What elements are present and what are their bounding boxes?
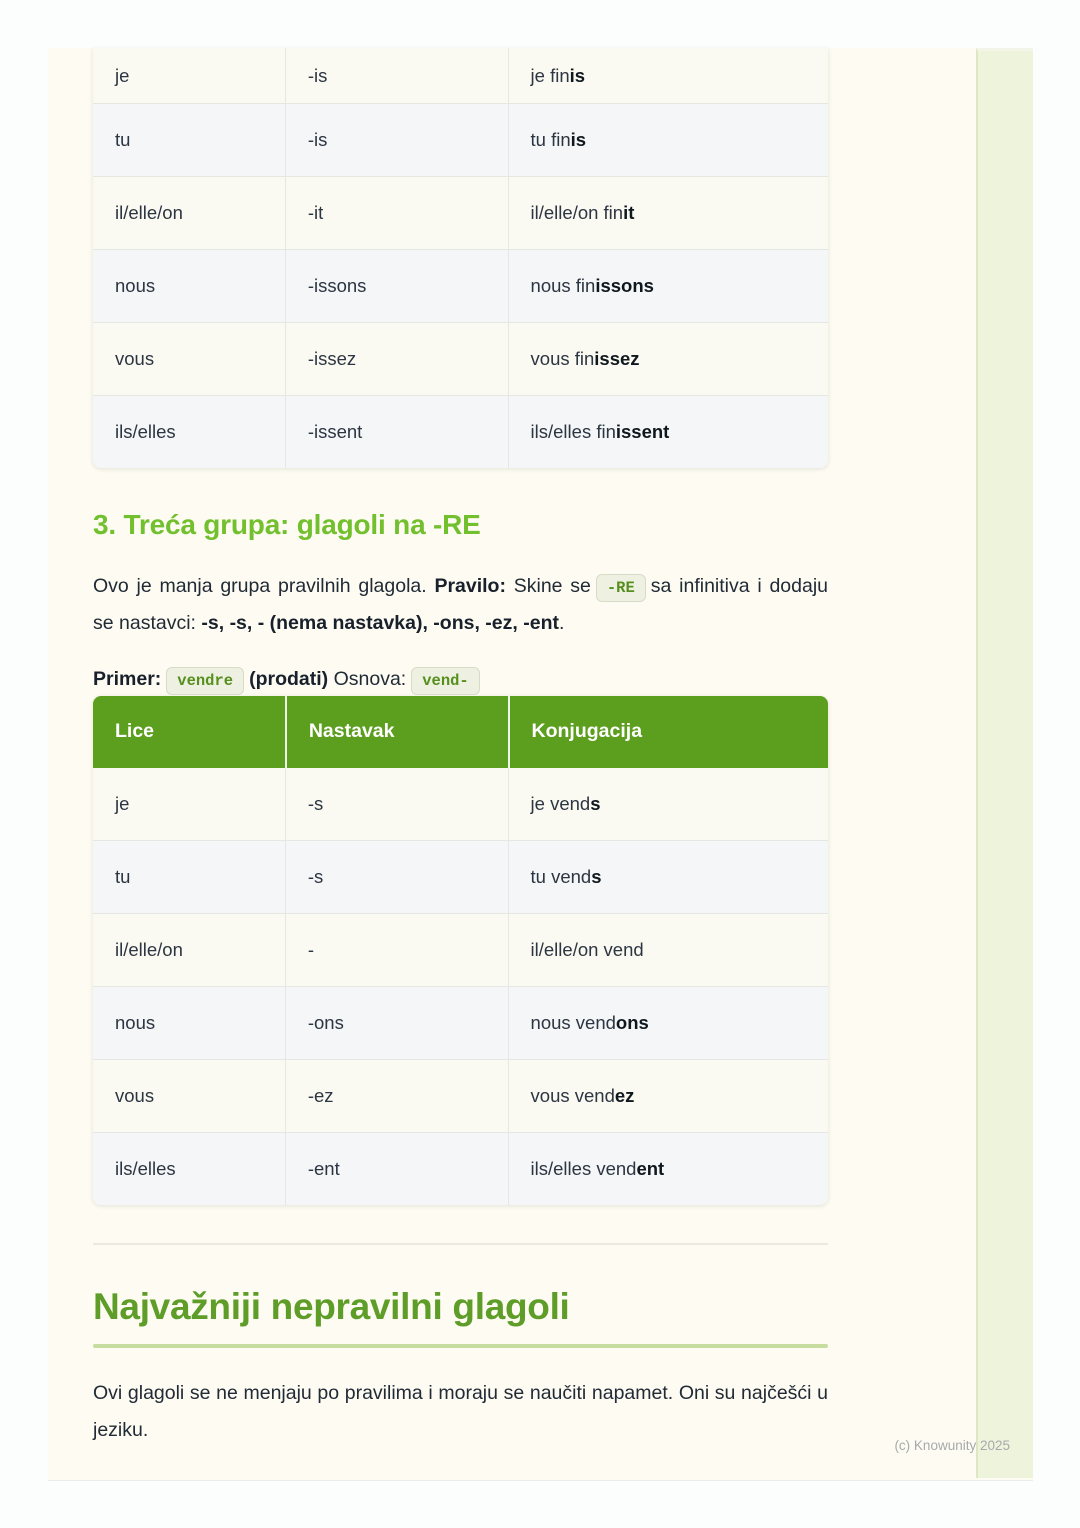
konjugacija-ending: issez [594, 348, 640, 369]
konjugacija-stem: je vend [530, 792, 591, 814]
heading-underline-rule [93, 1344, 828, 1348]
konjugacija-stem: vous vend [530, 1084, 615, 1106]
page-content [93, 48, 828, 1449]
table-row [93, 1060, 828, 1133]
konjugacija-stem: vous fin [530, 348, 595, 369]
code-chip: vend- [411, 667, 480, 695]
cell-konjugacija [508, 104, 828, 176]
cell-nastavak: -s [285, 768, 508, 840]
table-row [93, 177, 828, 250]
bold-text: (prodati) [249, 667, 329, 690]
konjugacija-ending: issent [615, 421, 670, 442]
table-row [93, 768, 828, 841]
section-heading-re-group: 3. Treća grupa: glagoli na -RE [93, 509, 481, 540]
cell-konjugacija [508, 987, 828, 1059]
table-row [93, 1133, 828, 1205]
table-row [93, 323, 828, 396]
cell-nastavak: -ez [285, 1060, 508, 1132]
re-group-example-line [93, 662, 828, 696]
cell-lice: ils/elles [115, 421, 176, 442]
bold-text: Pravilo: [434, 574, 506, 597]
table-row [93, 987, 828, 1060]
konjugacija-ending: ez [614, 1084, 635, 1106]
konjugacija-stem: il/elle/on fin [530, 202, 624, 223]
text-segment: sa infinitiva i dodaju se nastavci: [93, 574, 829, 634]
table-header-lice: Lice [115, 720, 155, 743]
text-segment: Skine se [505, 574, 591, 597]
text-segment: Osnova: [328, 667, 407, 690]
copyright-watermark: (c) Knowunity 2025 [894, 1438, 1010, 1453]
table-row [93, 104, 828, 177]
cell-nastavak: - [285, 914, 508, 986]
konjugacija-stem: je fin [530, 64, 570, 86]
konjugacija-stem: nous vend [530, 1011, 616, 1033]
table-row [93, 48, 828, 104]
cell-nastavak: -issez [285, 323, 508, 395]
cell-lice: nous [115, 1011, 156, 1033]
vendre-conjugation-table [93, 696, 828, 1205]
konjugacija-ending: s [590, 792, 601, 814]
cell-nastavak: -it [285, 177, 508, 249]
konjugacija-ending: ons [615, 1011, 649, 1033]
konjugacija-ending: it [623, 202, 635, 223]
cell-konjugacija [508, 250, 828, 322]
cell-nastavak: -issent [285, 396, 508, 468]
konjugacija-ending: ent [636, 1157, 665, 1179]
cell-nastavak: -is [285, 104, 508, 176]
cell-lice: tu [115, 129, 131, 150]
cell-konjugacija [508, 177, 828, 249]
cell-lice: ils/elles [115, 1157, 176, 1179]
cell-lice: je [115, 792, 130, 814]
table-header-row [93, 696, 828, 768]
cell-nastavak: -ent [285, 1133, 508, 1205]
cell-nastavak: -is [285, 48, 508, 103]
konjugacija-stem: ils/elles fin [530, 421, 616, 442]
page-edge-accent-bar [976, 48, 1033, 1478]
table-row [93, 914, 828, 987]
cell-lice: il/elle/on [115, 202, 183, 223]
code-chip: vendre [166, 667, 244, 695]
konjugacija-stem: il/elle/on vend [530, 938, 644, 960]
cell-lice: tu [115, 865, 131, 887]
bold-text: Primer: [93, 667, 162, 690]
cell-konjugacija [508, 48, 828, 103]
konjugacija-ending: is [569, 64, 586, 86]
table-header-nastavak: Nastavak [285, 696, 508, 768]
cell-konjugacija [508, 1060, 828, 1132]
re-group-intro-paragraph [93, 568, 828, 642]
bold-text: -s, -s, - (nema nastavka), -ons, -ez, -ent [201, 611, 559, 634]
konjugacija-stem: tu vend [530, 865, 592, 887]
cell-konjugacija [508, 841, 828, 913]
code-chip: -RE [596, 574, 646, 602]
konjugacija-stem: tu fin [530, 129, 571, 150]
cell-lice: je [115, 64, 130, 86]
cell-lice: vous [115, 348, 155, 369]
cell-nastavak: -ons [285, 987, 508, 1059]
cell-nastavak: -s [285, 841, 508, 913]
table-row [93, 250, 828, 323]
konjugacija-ending: issons [595, 275, 654, 296]
cell-nastavak: -issons [285, 250, 508, 322]
cell-konjugacija [508, 914, 828, 986]
text-segment: Ovo je manja grupa pravilnih glagola. [93, 574, 435, 597]
cell-lice: vous [115, 1084, 155, 1106]
cell-konjugacija [508, 1133, 828, 1205]
section-divider [93, 1243, 828, 1245]
konjugacija-ending: is [570, 129, 587, 150]
text-segment: . [558, 611, 565, 634]
document-sheet [48, 48, 1033, 1480]
table-row [93, 841, 828, 914]
konjugacija-ending: s [591, 865, 602, 887]
table-row [93, 396, 828, 468]
konjugacija-stem: nous fin [530, 275, 596, 296]
cell-lice: il/elle/on [115, 938, 183, 960]
cell-konjugacija [508, 396, 828, 468]
cell-konjugacija [508, 768, 828, 840]
section-heading-irregular-verbs: Najvažniji nepravilni glagoli [93, 1285, 570, 1327]
finir-conjugation-table [93, 48, 828, 468]
cell-konjugacija [508, 323, 828, 395]
konjugacija-stem: ils/elles vend [530, 1157, 637, 1179]
table-header-konjugacija: Konjugacija [508, 696, 828, 768]
cell-lice: nous [115, 275, 156, 296]
irregular-verbs-paragraph: Ovi glagoli se ne menjaju po pravilima i moraju se naučiti napamet. Oni su najčešći u jeziku. [93, 1381, 828, 1441]
